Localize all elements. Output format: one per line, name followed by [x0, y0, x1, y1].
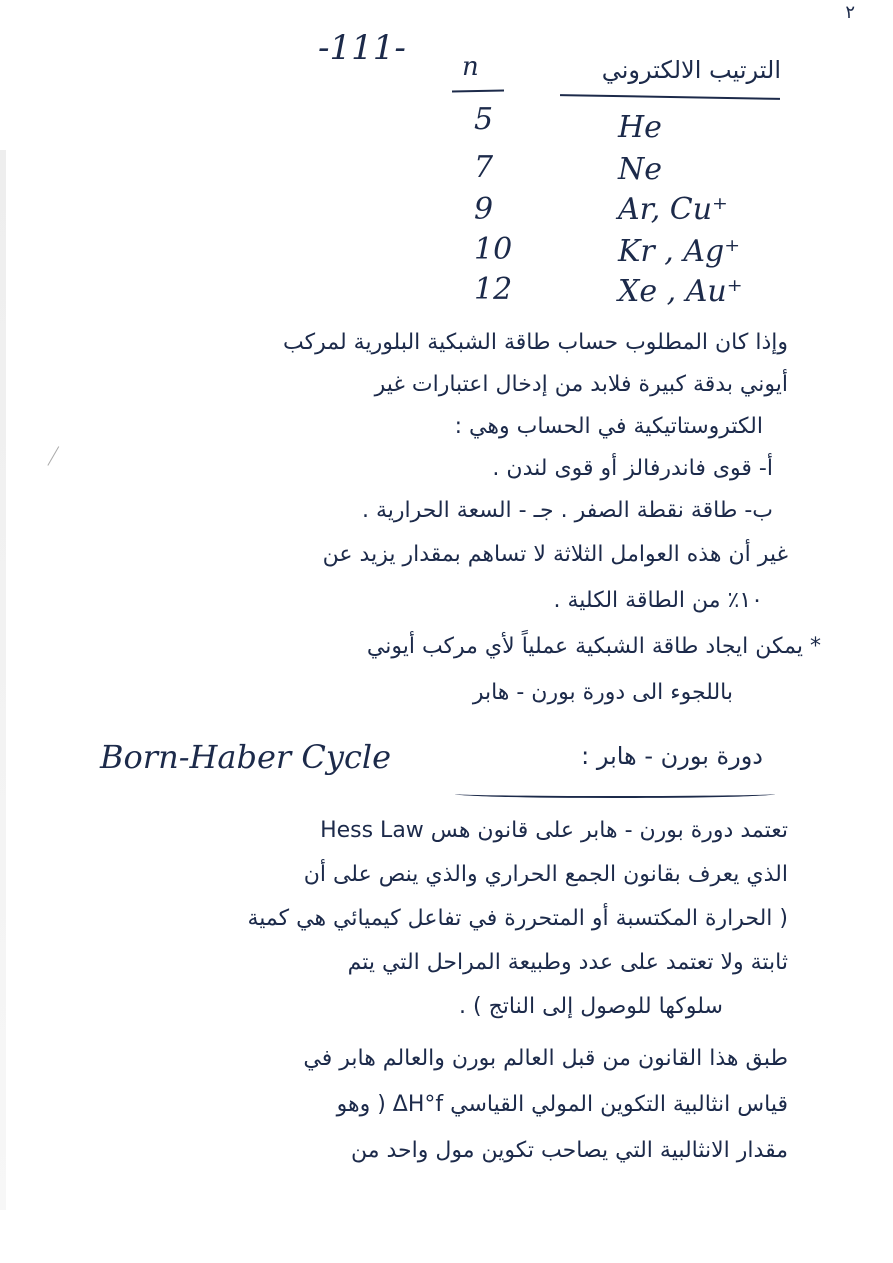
paragraph1-line: وإذا كان المطلوب حساب طاقة الشبكية البلورية لمركب — [283, 330, 788, 355]
scan-edge-shadow — [0, 150, 6, 1210]
table-row-elements: Kr , Ag⁺ — [618, 234, 741, 269]
paragraph1-line: ب- طاقة نقطة الصفر . جـ - السعة الحرارية . — [362, 498, 773, 523]
table-row-n: 7 — [474, 150, 494, 185]
paragraph1-line: الكتروستاتيكية في الحساب وهي : — [454, 414, 763, 439]
table-header-n: n — [462, 52, 479, 82]
table-row-n: 5 — [474, 102, 494, 137]
table-row-elements: Xe , Au⁺ — [618, 274, 743, 309]
paragraph1-line: أ- قوى فاندرفالز أو قوى لندن . — [492, 456, 773, 481]
paragraph2-line: ( الحرارة المكتسبة أو المتحررة في تفاعل كيميائي هي كمية — [247, 906, 788, 931]
paragraph2-line: تعتمد دورة بورن - هابر على قانون هس Hess Law — [320, 818, 788, 843]
table-row-elements: Ne — [618, 152, 663, 187]
paragraph1-line: ١٠٪ من الطاقة الكلية . — [553, 588, 763, 613]
pencil-mark — [47, 446, 69, 472]
table-row-n: 9 — [474, 192, 494, 227]
corner-mark: ٢ — [845, 2, 855, 23]
paragraph2-line: ثابتة ولا تعتمد على عدد وطبيعة المراحل التي يتم — [347, 950, 788, 975]
section-title-arabic: دورة بورن - هابر : — [581, 742, 763, 770]
paragraph1-line: * يمكن ايجاد طاقة الشبكية عملياً لأي مركب أيوني — [366, 634, 821, 659]
table-row-elements: Ar, Cu⁺ — [618, 192, 728, 227]
paragraph2-line: الذي يعرف بقانون الجمع الحراري والذي ينص على أن — [303, 862, 788, 887]
paragraph2-line: قياس انثالبية التكوين المولي القياسي ΔH°f ( وهو — [336, 1092, 788, 1117]
section-title-english: Born-Haber Cycle — [100, 738, 392, 776]
header-underline-n — [452, 90, 504, 93]
paragraph1-line: أيوني بدقة كبيرة فلابد من إدخال اعتبارات غير — [374, 372, 788, 397]
paragraph1-line: باللجوء الى دورة بورن - هابر — [472, 680, 733, 705]
page-number: -111- — [318, 28, 406, 68]
paragraph2-line: مقدار الانثالبية التي يصاحب تكوين مول واحد من — [350, 1138, 788, 1163]
paragraph2-line: سلوكها للوصول إلى الناتج ) . — [459, 994, 723, 1019]
table-row-elements: He — [618, 110, 662, 145]
table-header-config: الترتيب الالكتروني — [601, 56, 781, 84]
table-row-n: 12 — [474, 272, 513, 307]
paragraph1-line: غير أن هذه العوامل الثلاثة لا تساهم بمقدار يزيد عن — [322, 542, 788, 567]
header-underline-config — [560, 94, 780, 100]
title-underline — [455, 790, 775, 798]
table-row-n: 10 — [474, 232, 513, 267]
paragraph2-line: طبق هذا القانون من قبل العالم بورن والعالم هابر في — [303, 1046, 788, 1071]
